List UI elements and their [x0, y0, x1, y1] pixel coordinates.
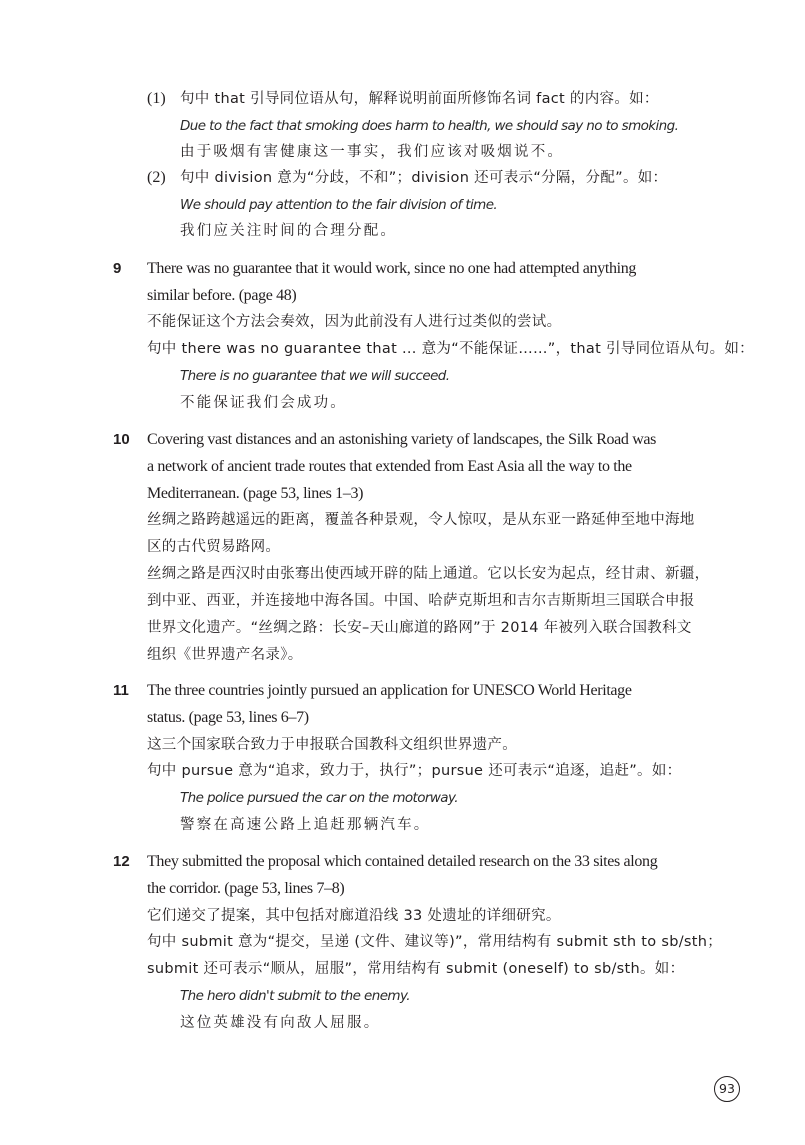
sentence-line: There was no guarantee that it would work, since no one had attempted anything	[147, 260, 636, 277]
translation-line: 它们递交了提案，其中包括对廊道沿线 33 处遗址的详细研究。	[147, 908, 561, 924]
translation-line: 不能保证这个方法会奏效，因为此前没有人进行过类似的尝试。	[147, 314, 562, 330]
sub-item-note: 句中 division 意为“分歧，不和”；division 还可表示“分隔，分配”。如：	[180, 170, 668, 186]
note-line: 组织《世界遗产名录》。	[147, 647, 303, 663]
translation-line: 这三个国家联合致力于申报联合国教科文组织世界遗产。	[147, 737, 517, 753]
sentence-line: They submitted the proposal which contained detailed research on the 33 sites along	[147, 853, 658, 870]
sub-item-note: 句中 that 引导同位语从句，解释说明前面所修饰名词 fact 的内容。如：	[180, 91, 659, 107]
sentence-line: The three countries jointly pursued an application for UNESCO World Heritage	[147, 682, 632, 699]
example-english: There is no guarantee that we will succeed.	[180, 368, 450, 384]
example-chinese: 我们应关注时间的合理分配。	[180, 223, 398, 239]
example-chinese: 这位英雄没有向敌人屈服。	[180, 1015, 381, 1031]
note-line: 句中 there was no guarantee that ... 意为“不能保证……”，that 引导同位语从句。如：	[147, 341, 754, 357]
example-chinese: 由于吸烟有害健康这一事实，我们应该对吸烟说不。	[180, 144, 565, 160]
example-chinese: 警察在高速公路上追赶那辆汽车。	[180, 817, 431, 833]
item-number: 10	[113, 431, 130, 448]
sub-item-label: (2)	[147, 169, 166, 186]
translation-line: 区的古代贸易路网。	[147, 539, 281, 555]
note-line: 世界文化遗产。“丝绸之路：长安–天山廊道的路网”于 2014 年被列入联合国教科文	[147, 620, 692, 636]
item-number: 9	[113, 260, 122, 277]
sentence-line: the corridor. (page 53, lines 7–8)	[147, 880, 345, 897]
item-number: 12	[113, 853, 130, 870]
translation-line: 丝绸之路跨越遥远的距离，覆盖各种景观，令人惊叹，是从东亚一路延伸至地中海地	[147, 512, 695, 528]
page-number: 93	[714, 1076, 740, 1102]
example-english: Due to the fact that smoking does harm to health, we should say no to smoking.	[180, 118, 679, 134]
sentence-line: a network of ancient trade routes that extended from East Asia all the way to the	[147, 458, 632, 475]
sentence-line: status. (page 53, lines 6–7)	[147, 709, 309, 726]
example-english: The hero didn't submit to the enemy.	[180, 988, 410, 1004]
example-english: We should pay attention to the fair division of time.	[180, 197, 498, 213]
example-chinese: 不能保证我们会成功。	[180, 395, 347, 411]
note-line: 句中 pursue 意为“追求，致力于，执行”；pursue 还可表示“追逐，追赶”。如：	[147, 763, 682, 779]
sub-item-label: (1)	[147, 90, 166, 107]
sentence-line: Mediterranean. (page 53, lines 1–3)	[147, 485, 364, 502]
note-line: 句中 submit 意为“提交，呈递 (文件、建议等)”，常用结构有 submit sth to sb/sth；	[147, 934, 723, 950]
note-line: submit 还可表示“顺从，屈服”，常用结构有 submit (oneself) to sb/sth。如：	[147, 961, 685, 977]
sentence-line: similar before. (page 48)	[147, 287, 297, 304]
item-number: 11	[113, 682, 129, 699]
example-english: The police pursued the car on the motorway.	[180, 790, 458, 806]
note-line: 丝绸之路是西汉时由张骞出使西域开辟的陆上通道。它以长安为起点，经甘肃、新疆，	[147, 566, 710, 582]
sentence-line: Covering vast distances and an astonishing variety of landscapes, the Silk Road was	[147, 431, 657, 448]
note-line: 到中亚、西亚，并连接地中海各国。中国、哈萨克斯坦和吉尔吉斯斯坦三国联合申报	[147, 593, 695, 609]
